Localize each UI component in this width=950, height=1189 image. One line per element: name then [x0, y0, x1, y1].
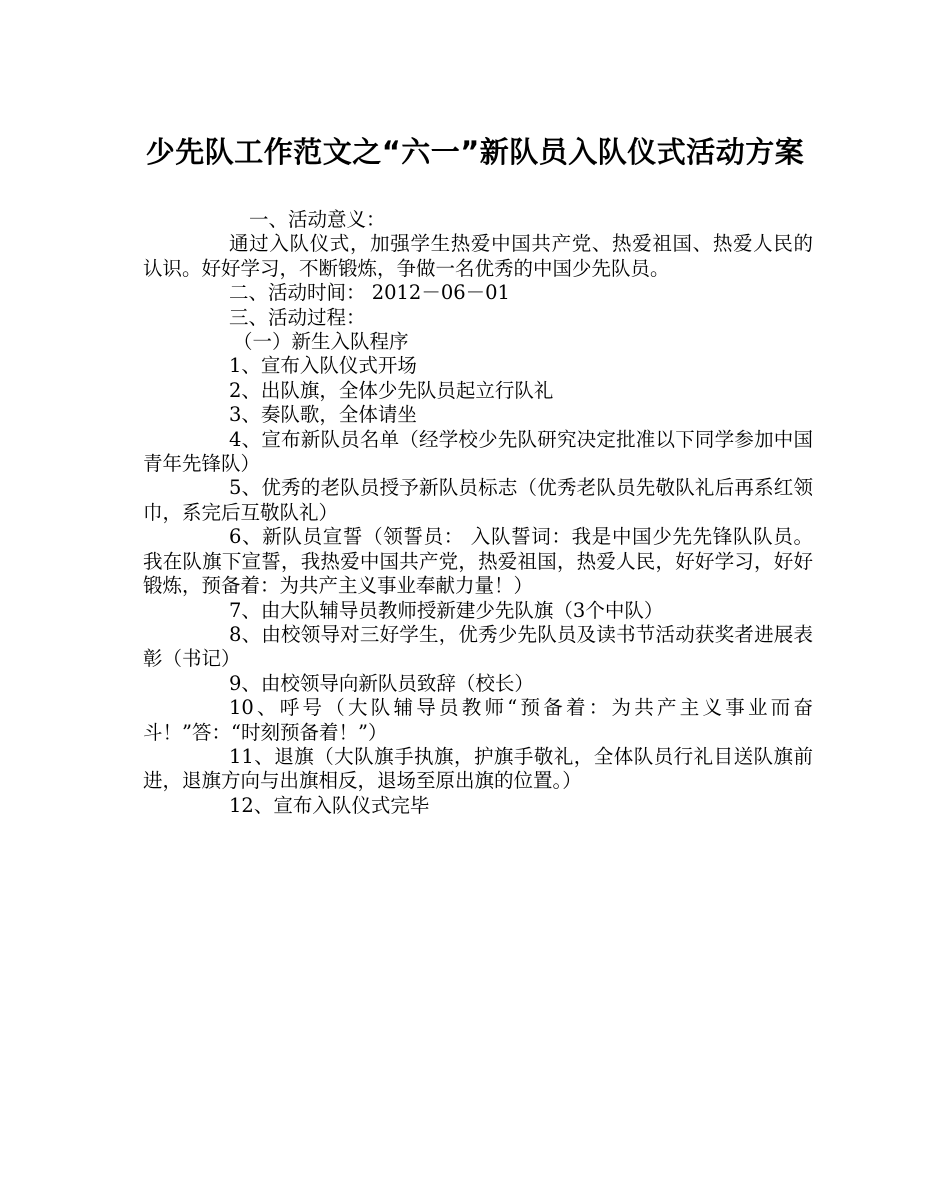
- section-heading-process: 三、活动过程：: [229, 305, 366, 329]
- procedure-step-12: 12、宣布入队仪式完毕: [229, 793, 430, 817]
- procedure-step-3: 3、奏队歌，全体请坐: [229, 403, 417, 427]
- procedure-step-1: 1、宣布入队仪式开场: [229, 354, 417, 378]
- procedure-step-6: 6、新队员宣誓（领誓员： 入队誓词：我是中国少先先锋队队员。我在队旗下宣誓，我热爱中国共产党，热爱祖国，热爱人民，好好学习，好好锻炼，预备着：为共产主义事业奉献力量！）: [143, 525, 813, 598]
- section-heading-time: 二、活动时间： 2012－06－01: [229, 281, 510, 305]
- document-title: 少先队工作范文之“六一”新队员入队仪式活动方案: [145, 135, 805, 169]
- procedure-step-4: 4、宣布新队员名单（经学校少先队研究决定批准以下同学参加中国青年先锋队）: [143, 427, 813, 476]
- procedure-step-7: 7、由大队辅导员教师授新建少先队旗（3个中队）: [229, 598, 664, 622]
- procedure-step-11: 11、退旗（大队旗手执旗，护旗手敬礼，全体队员行礼目送队旗前进，退旗方向与出旗相反，退场至原出旗的位置。）: [143, 744, 813, 793]
- procedure-step-8: 8、由校领导对三好学生，优秀少先队员及读书节活动获奖者进展表彰（书记）: [143, 622, 813, 671]
- subsection-heading-procedure: （一）新生入队程序: [233, 330, 409, 354]
- document-body: [143, 208, 813, 818]
- procedure-step-5: 5、优秀的老队员授予新队员标志（优秀老队员先敬队礼后再系红领巾，系完后互敬队礼）: [143, 476, 813, 524]
- procedure-step-10: 10、呼号（大队辅导员教师“预备着：为共产主义事业而奋斗！”答：“时刻预备着！”）: [143, 696, 813, 744]
- section-heading-significance: 一、活动意义：: [249, 208, 386, 231]
- paragraph-significance-text: 通过入队仪式，加强学生热爱中国共产党、热爱祖国、热爱人民的认识。好好学习，不断锻炼，争做一名优秀的中国少先队员。: [143, 232, 813, 280]
- procedure-step-2: 2、出队旗，全体少先队员起立行队礼: [229, 378, 554, 402]
- procedure-step-9: 9、由校领导向新队员致辞（校长）: [229, 671, 534, 695]
